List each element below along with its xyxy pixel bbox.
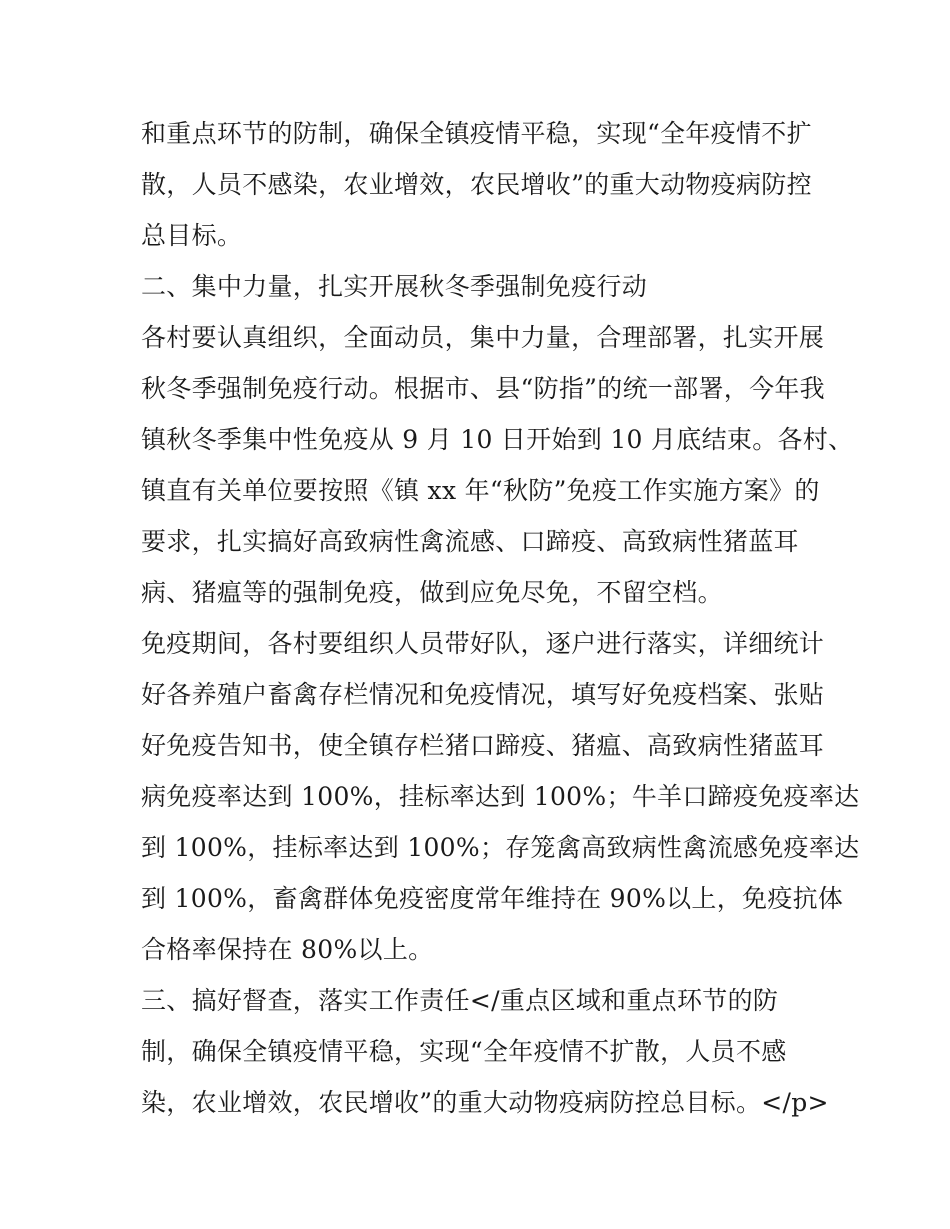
- section-heading-2: 二、集中力量，扎实开展秋冬季强制免疫行动: [141, 272, 648, 301]
- text-line: 散，人员不感染，农业增效，农民增收”的重大动物疫病防控: [141, 170, 812, 199]
- text-line: 病免疫率达到 100%，挂标率达到 100%；牛羊口蹄疫免疫率达: [141, 782, 860, 811]
- text-line: 镇秋冬季集中性免疫从 9 月 10 日开始到 10 月底结束。各村、: [141, 425, 854, 454]
- text-line: 好免疫告知书，使全镇存栏猪口蹄疫、猪瘟、高致病性猪蓝耳: [141, 731, 825, 760]
- text-line: 免疫期间，各村要组织人员带好队，逐户进行落实，详细统计: [141, 629, 825, 658]
- text-line: 秋冬季强制免疫行动。根据市、县“防指”的统一部署，今年我: [141, 374, 825, 403]
- text-line: 制，确保全镇疫情平稳，实现“全年疫情不扩散，人员不感: [141, 1037, 787, 1066]
- text-line: 到 100%，畜禽群体免疫密度常年维持在 90%以上，免疫抗体: [141, 884, 844, 913]
- section-heading-3: 三、搞好督查，落实工作责任</重点区域和重点环节的防: [141, 986, 779, 1015]
- text-line: 和重点环节的防制，确保全镇疫情平稳，实现“全年疫情不扩: [141, 119, 812, 148]
- text-line: 到 100%，挂标率达到 100%；存笼禽高致病性禽流感免疫率达: [141, 833, 860, 862]
- text-line: 各村要认真组织，全面动员，集中力量，合理部署，扎实开展: [141, 323, 825, 352]
- text-line: 病、猪瘟等的强制免疫，做到应免尽免，不留空档。: [141, 578, 723, 607]
- document-body: [141, 108, 860, 1128]
- text-line: 要求，扎实搞好高致病性禽流感、口蹄疫、高致病性猪蓝耳: [141, 527, 799, 556]
- text-line: 染，农业增效，农民增收”的重大动物疫病防控总目标。</p>: [141, 1088, 829, 1117]
- text-line: 镇直有关单位要按照《镇 xx 年“秋防”免疫工作实施方案》的: [141, 476, 820, 505]
- text-line: 好各养殖户畜禽存栏情况和免疫情况，填写好免疫档案、张贴: [141, 680, 825, 709]
- text-line: 总目标。: [141, 221, 243, 250]
- text-line: 合格率保持在 80%以上。: [141, 935, 434, 964]
